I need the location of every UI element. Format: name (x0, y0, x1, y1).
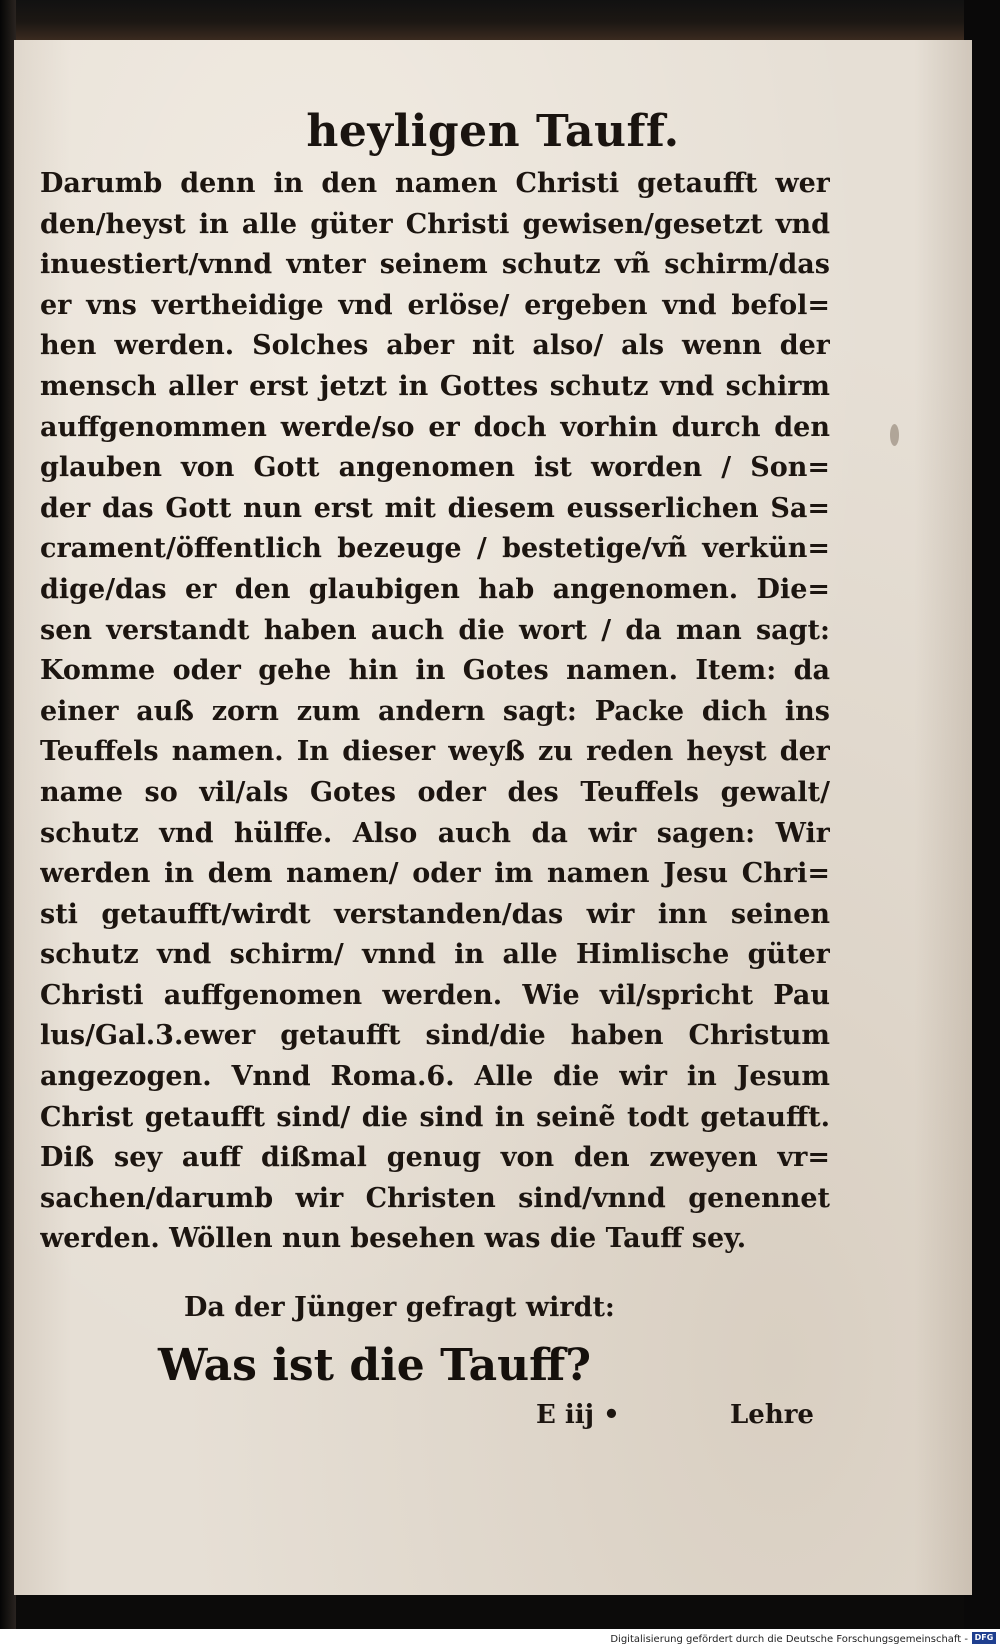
text-line: angezogen. Vnnd Roma.6. Alle die wir in Jesum (40, 1061, 830, 1093)
text-line: sachen/darumb wir Christen sind/vnnd genennet (40, 1182, 830, 1214)
text-line: sti getaufft/wirdt verstanden/das wir inn seinen (40, 898, 830, 930)
text-line: Komme oder gehe hin in Gotes namen. Item: da (40, 655, 830, 687)
text-line: lus/Gal.3.ewer getaufft sind/die haben Christum (40, 1020, 830, 1052)
text-line: dige/das er den glaubigen hab angenomen. Die= (40, 573, 830, 605)
dfg-logo: DFG (972, 1632, 996, 1644)
signature-mark: E iij • (536, 1400, 620, 1430)
text-line: inuestiert/vnnd vnter seinem schutz vñ schirm/das (40, 249, 830, 281)
text-line: crament/öffentlich bezeuge / bestetige/vñ verkün= (40, 533, 830, 565)
text-line: einer auß zorn zum andern sagt: Packe dich ins (40, 695, 830, 727)
text-line: werden. Wöllen nun besehen was die Tauff sey. (40, 1223, 747, 1255)
text-line: Darumb denn in den namen Christi getaufft wer (40, 168, 830, 199)
book-page (14, 40, 972, 1595)
text-line: er vns vertheidige vnd erlöse/ ergeben vnd befol= (40, 289, 830, 321)
text-line: glauben von Gott angenomen ist worden / Son= (40, 452, 830, 484)
question-heading: Was ist die Tauff? (158, 1340, 592, 1391)
text-line: den/heyst in alle güter Christi gewisen/gesetzt vnd (40, 208, 830, 240)
text-line: schutz vnd hülffe. Also auch da wir sagen: Wir (40, 817, 830, 849)
text-line: Christi auffgenomen werden. Wie vil/spricht Pau (40, 979, 830, 1011)
text-line: hen werden. Solches aber nit also/ als wenn der (40, 330, 830, 362)
question-intro: Da der Jünger gefragt wirdt: (184, 1292, 615, 1323)
funding-notice: Digitalisierung gefördert durch die Deutsche Forschungsgemeinschaft - (610, 1634, 968, 1645)
text-line: schutz vnd schirm/ vnnd in alle Himlische güter (40, 939, 830, 971)
text-line: mensch aller erst jetzt in Gottes schutz vnd schirm (40, 370, 830, 402)
body-text (40, 164, 830, 1260)
text-line: sen verstandt haben auch die wort / da man sagt: (40, 614, 830, 646)
paper-stain (890, 424, 899, 446)
text-line: der das Gott nun erst mit diesem eusserlichen Sa= (40, 492, 830, 524)
text-line: werden in dem namen/ oder im namen Jesu Chri= (40, 858, 830, 890)
text-line: auffgenommen werde/so er doch vorhin durch den (40, 411, 830, 443)
running-head: heyligen Tauff. (306, 106, 680, 157)
text-line: Diß sey auff dißmal genug von den zweyen vr= (40, 1142, 830, 1174)
scan-top-edge (0, 0, 1000, 40)
catchword: Lehre (730, 1400, 814, 1430)
text-line: Christ getaufft sind/ die sind in seinẽ todt getaufft. (40, 1101, 830, 1133)
digitization-footer (0, 1629, 1000, 1647)
text-line: name so vil/als Gotes oder des Teuffels gewalt/ (40, 776, 830, 808)
text-line: Teuffels namen. In dieser weyß zu reden heyst der (40, 736, 830, 768)
